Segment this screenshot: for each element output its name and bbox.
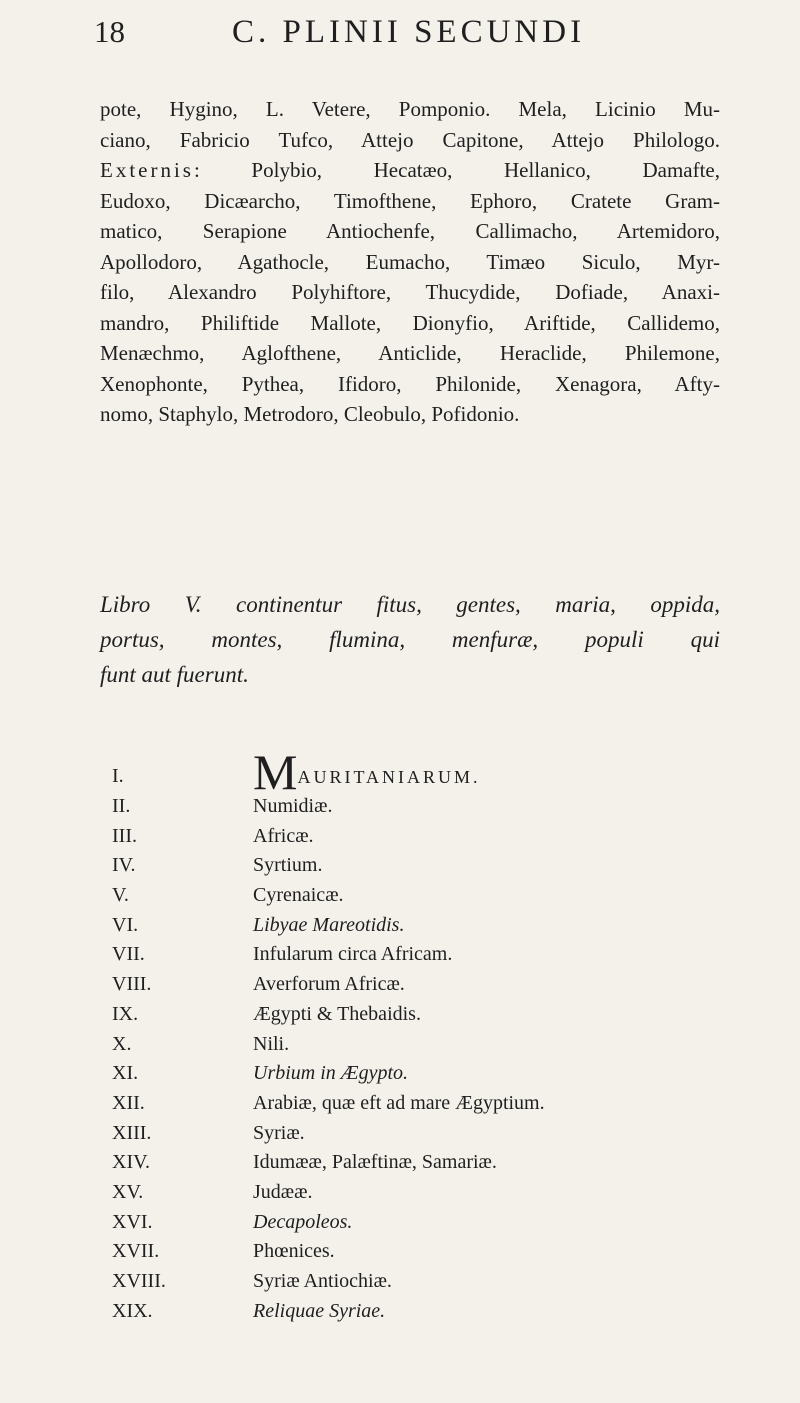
chapter-row — [112, 881, 722, 911]
chapter-numeral: III. — [112, 824, 137, 847]
chapter-title: Syriæ. — [253, 1121, 305, 1144]
chapter-list — [112, 744, 722, 1326]
summary-line: portus, montes, flumina, menfuræ, populi qui — [100, 627, 720, 652]
text-line: Menæchmo, Aglofthene, Anticlide, Heraclide, Philemone, — [100, 341, 720, 365]
chapter-row — [112, 1267, 722, 1297]
chapter-title: Arabiæ, quæ eft ad mare Ægyptium. — [253, 1091, 545, 1114]
summary-line: Libro V. continentur fitus, gentes, maria, oppida, — [100, 592, 720, 617]
chapter-numeral: XI. — [112, 1062, 139, 1085]
chapter-title: Infularum circa Africam. — [253, 943, 453, 966]
drop-rest: AURITANIARUM. — [297, 767, 481, 787]
chapter-row — [112, 1148, 722, 1178]
chapter-row — [112, 940, 722, 970]
chapter-row — [112, 1089, 722, 1119]
text-line: mandro, Philiftide Mallote, Dionyfio, Ariftide, Callidemo, — [100, 310, 720, 335]
chapter-numeral: XVII. — [112, 1240, 160, 1263]
chapter-title: Averforum Africæ. — [253, 973, 405, 996]
chapter-numeral: II. — [112, 795, 131, 817]
running-title: C. PLINII SECUNDI — [232, 14, 586, 50]
sources-paragraph — [100, 94, 720, 430]
chapter-numeral: VI. — [112, 913, 139, 936]
text-line: nomo, Staphylo, Metrodoro, Cleobulo, Pofidonio. — [100, 402, 520, 426]
chapter-title: Africæ. — [253, 824, 314, 847]
chapter-numeral: IX. — [112, 1002, 139, 1025]
chapter-title: Phœnices. — [253, 1240, 335, 1263]
chapter-title: Libyae Mareotidis. — [253, 913, 405, 936]
chapter-title — [253, 744, 481, 800]
chapter-row — [112, 970, 722, 1000]
chapter-row — [112, 1000, 722, 1030]
page-header — [94, 10, 730, 62]
chapter-numeral: XIII. — [112, 1121, 152, 1144]
text-line: pote, Hygino, L. Vetere, Pomponio. Mela, Licinio Mu- — [100, 97, 720, 121]
chapter-title: Idumææ, Palæftinæ, Samariæ. — [253, 1151, 497, 1174]
externis-text: : Polybio, Hecatæo, Hellanico, Damafte, — [193, 158, 720, 182]
chapter-numeral: I. — [112, 765, 124, 787]
chapter-title: Decapoleos. — [253, 1210, 353, 1233]
text-line: filo, Alexandro Polyhiftore, Thucydide, Dofiade, Anaxi- — [100, 280, 720, 304]
chapter-title: Ægypti & Thebaidis. — [253, 1002, 421, 1025]
chapter-row — [112, 1059, 722, 1089]
chapter-title: Syrtium. — [253, 854, 323, 877]
chapter-row — [112, 1208, 722, 1238]
drop-initial: M — [253, 744, 298, 800]
chapter-row — [112, 911, 722, 941]
chapter-numeral: V. — [112, 884, 129, 907]
chapter-numeral: XV. — [112, 1180, 144, 1203]
chapter-numeral: XIV. — [112, 1151, 150, 1174]
chapter-row — [112, 1030, 722, 1060]
book-summary — [100, 587, 720, 692]
chapter-title: Cyrenaicæ. — [253, 884, 344, 907]
page-number: 18 — [94, 14, 125, 49]
text-line: Apollodoro, Agathocle, Eumacho, Timæo Siculo, Myr- — [100, 249, 720, 274]
text-line: matico, Serapione Antiochenfe, Callimacho, Artemidoro, — [100, 219, 720, 243]
chapter-title: Numidiæ. — [253, 795, 333, 817]
summary-line: funt aut fuerunt. — [100, 662, 249, 687]
chapter-numeral: VIII. — [112, 973, 152, 996]
chapter-numeral: XVI. — [112, 1210, 153, 1233]
chapter-row — [112, 792, 722, 822]
chapter-title: Urbium in Ægypto. — [253, 1062, 408, 1085]
chapter-row — [112, 822, 722, 852]
chapter-row — [112, 1237, 722, 1267]
chapter-numeral: XII. — [112, 1091, 145, 1114]
chapter-numeral: XIX. — [112, 1299, 153, 1322]
chapter-row — [112, 744, 722, 800]
text-line-externis — [100, 155, 720, 186]
chapter-numeral: IV. — [112, 854, 136, 877]
chapter-numeral: XVIII. — [112, 1270, 166, 1292]
chapter-row — [112, 1178, 722, 1208]
chapter-rows — [112, 792, 722, 1326]
externis-label: Externis — [100, 158, 194, 182]
chapter-row — [112, 1119, 722, 1149]
chapter-title: Reliquae Syriae. — [253, 1299, 386, 1322]
text-line: ciano, Fabricio Tufco, Attejo Capitone, Attejo Philologo. — [100, 127, 720, 152]
chapter-title: Syriæ Antiochiæ. — [253, 1270, 392, 1292]
chapter-row — [112, 1297, 722, 1327]
chapter-title: Nili. — [253, 1032, 290, 1055]
chapter-title: Judææ. — [253, 1180, 313, 1203]
chapter-row — [112, 851, 722, 881]
chapter-numeral: X. — [112, 1032, 132, 1055]
text-line: Eudoxo, Dicæarcho, Timofthene, Ephoro, Cratete Gram- — [100, 188, 720, 213]
text-line: Xenophonte, Pythea, Ifidoro, Philonide, Xenagora, Afty- — [100, 371, 720, 396]
chapter-numeral: VII. — [112, 943, 145, 966]
